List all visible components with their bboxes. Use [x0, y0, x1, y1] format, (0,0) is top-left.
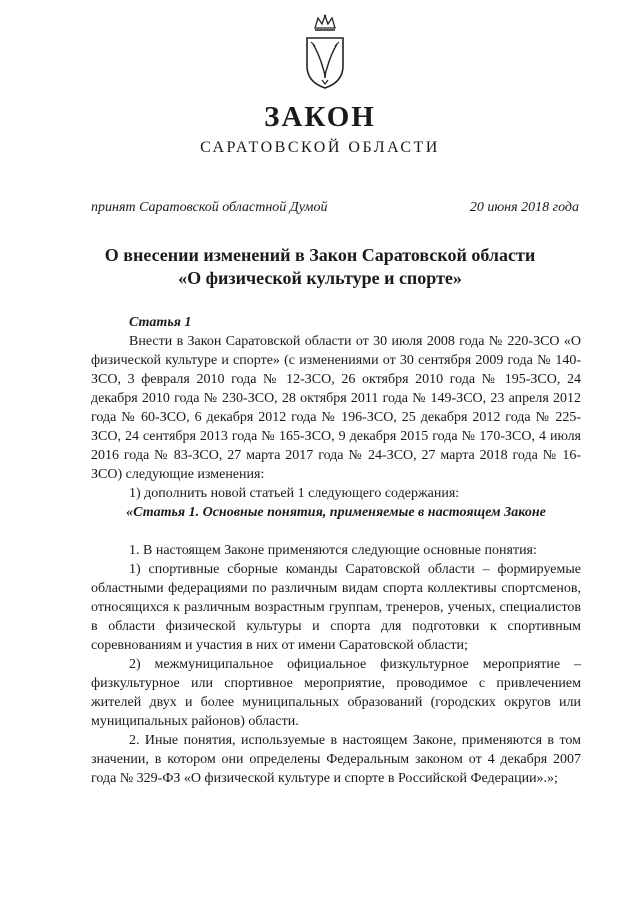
law-title-line-2: «О физической культуре и спорте»	[178, 268, 462, 288]
new-article-heading: «Статья 1. Основные понятия, применяемые в настоящем Законе	[126, 505, 546, 520]
law-title-line-1: О внесении изменений в Закон Саратовской области	[104, 245, 536, 265]
article-1-intro: Внести в Закон Саратовской области от 30 июля 2008 года № 220-ЗСО «О физической культуре и спорте» (с изменениями от 30 сентября 2009 года № 140-ЗСО, 3 февраля 2010 года № 12-ЗСО, 26 октября 2010 года № 195-ЗСО, 24 декабря 2010 года № 230-ЗСО, 28 октября 2011 года № 149-ЗСО, 23 апреля 2012 года № 60-ЗСО, 6 декабря 2012 года № 196-ЗСО, 25 декабря 2012 года № 225-ЗСО, 24 сентября 2013 года № 165-ЗСО, 9 декабря 2015 года № 170-ЗСО, 4 июля 2016 года № 83-ЗСО, 27 марта 2017 года № 24-ЗСО, 27 марта 2018 года № 16-ЗСО) следующие изменения:	[91, 334, 581, 482]
document-body	[91, 313, 581, 788]
new-article-paragraph-2: 2. Иные понятия, используемые в настоящем Законе, применяются в том значении, в котором они определены Федеральным законом от 4 декабря 2007 года № 329-ФЗ «О физической культуре и спорте в Российской Федерации».»;	[91, 733, 581, 786]
adopted-by: принят Саратовской областной Думой	[91, 200, 328, 215]
law-title	[0, 244, 640, 290]
document-subtitle: САРАТОВСКОЙ ОБЛАСТИ	[200, 139, 440, 156]
new-article-definition-1: 1) спортивные сборные команды Саратовской области – формируемые областными федерациями по различным видам спорта коллективы спортсменов, относящихся к различным возрастным группам, тренеров, ученых, специалистов в области физической культуры и спорта для подготовки к спортивным соревнованиям и участия в них от имени Саратовской области;	[91, 562, 581, 653]
article-1-item-1: 1) дополнить новой статьей 1 следующего содержания:	[129, 486, 460, 501]
adoption-date: 20 июня 2018 года	[469, 200, 579, 215]
new-article-paragraph-1: 1. В настоящем Законе применяются следующие основные понятия:	[129, 543, 537, 558]
article-1-heading: Статья 1	[129, 315, 192, 330]
new-article-definition-2: 2) межмуниципальное официальное физкультурное мероприятие – физкультурное или спортивное мероприятие, проводимое с привлечением жителей двух и более муниципальных образований (городских округов или муниципальных районов) области.	[91, 657, 581, 729]
document-title: ЗАКОН	[264, 101, 376, 133]
saratov-coat-of-arms-icon	[303, 14, 347, 90]
